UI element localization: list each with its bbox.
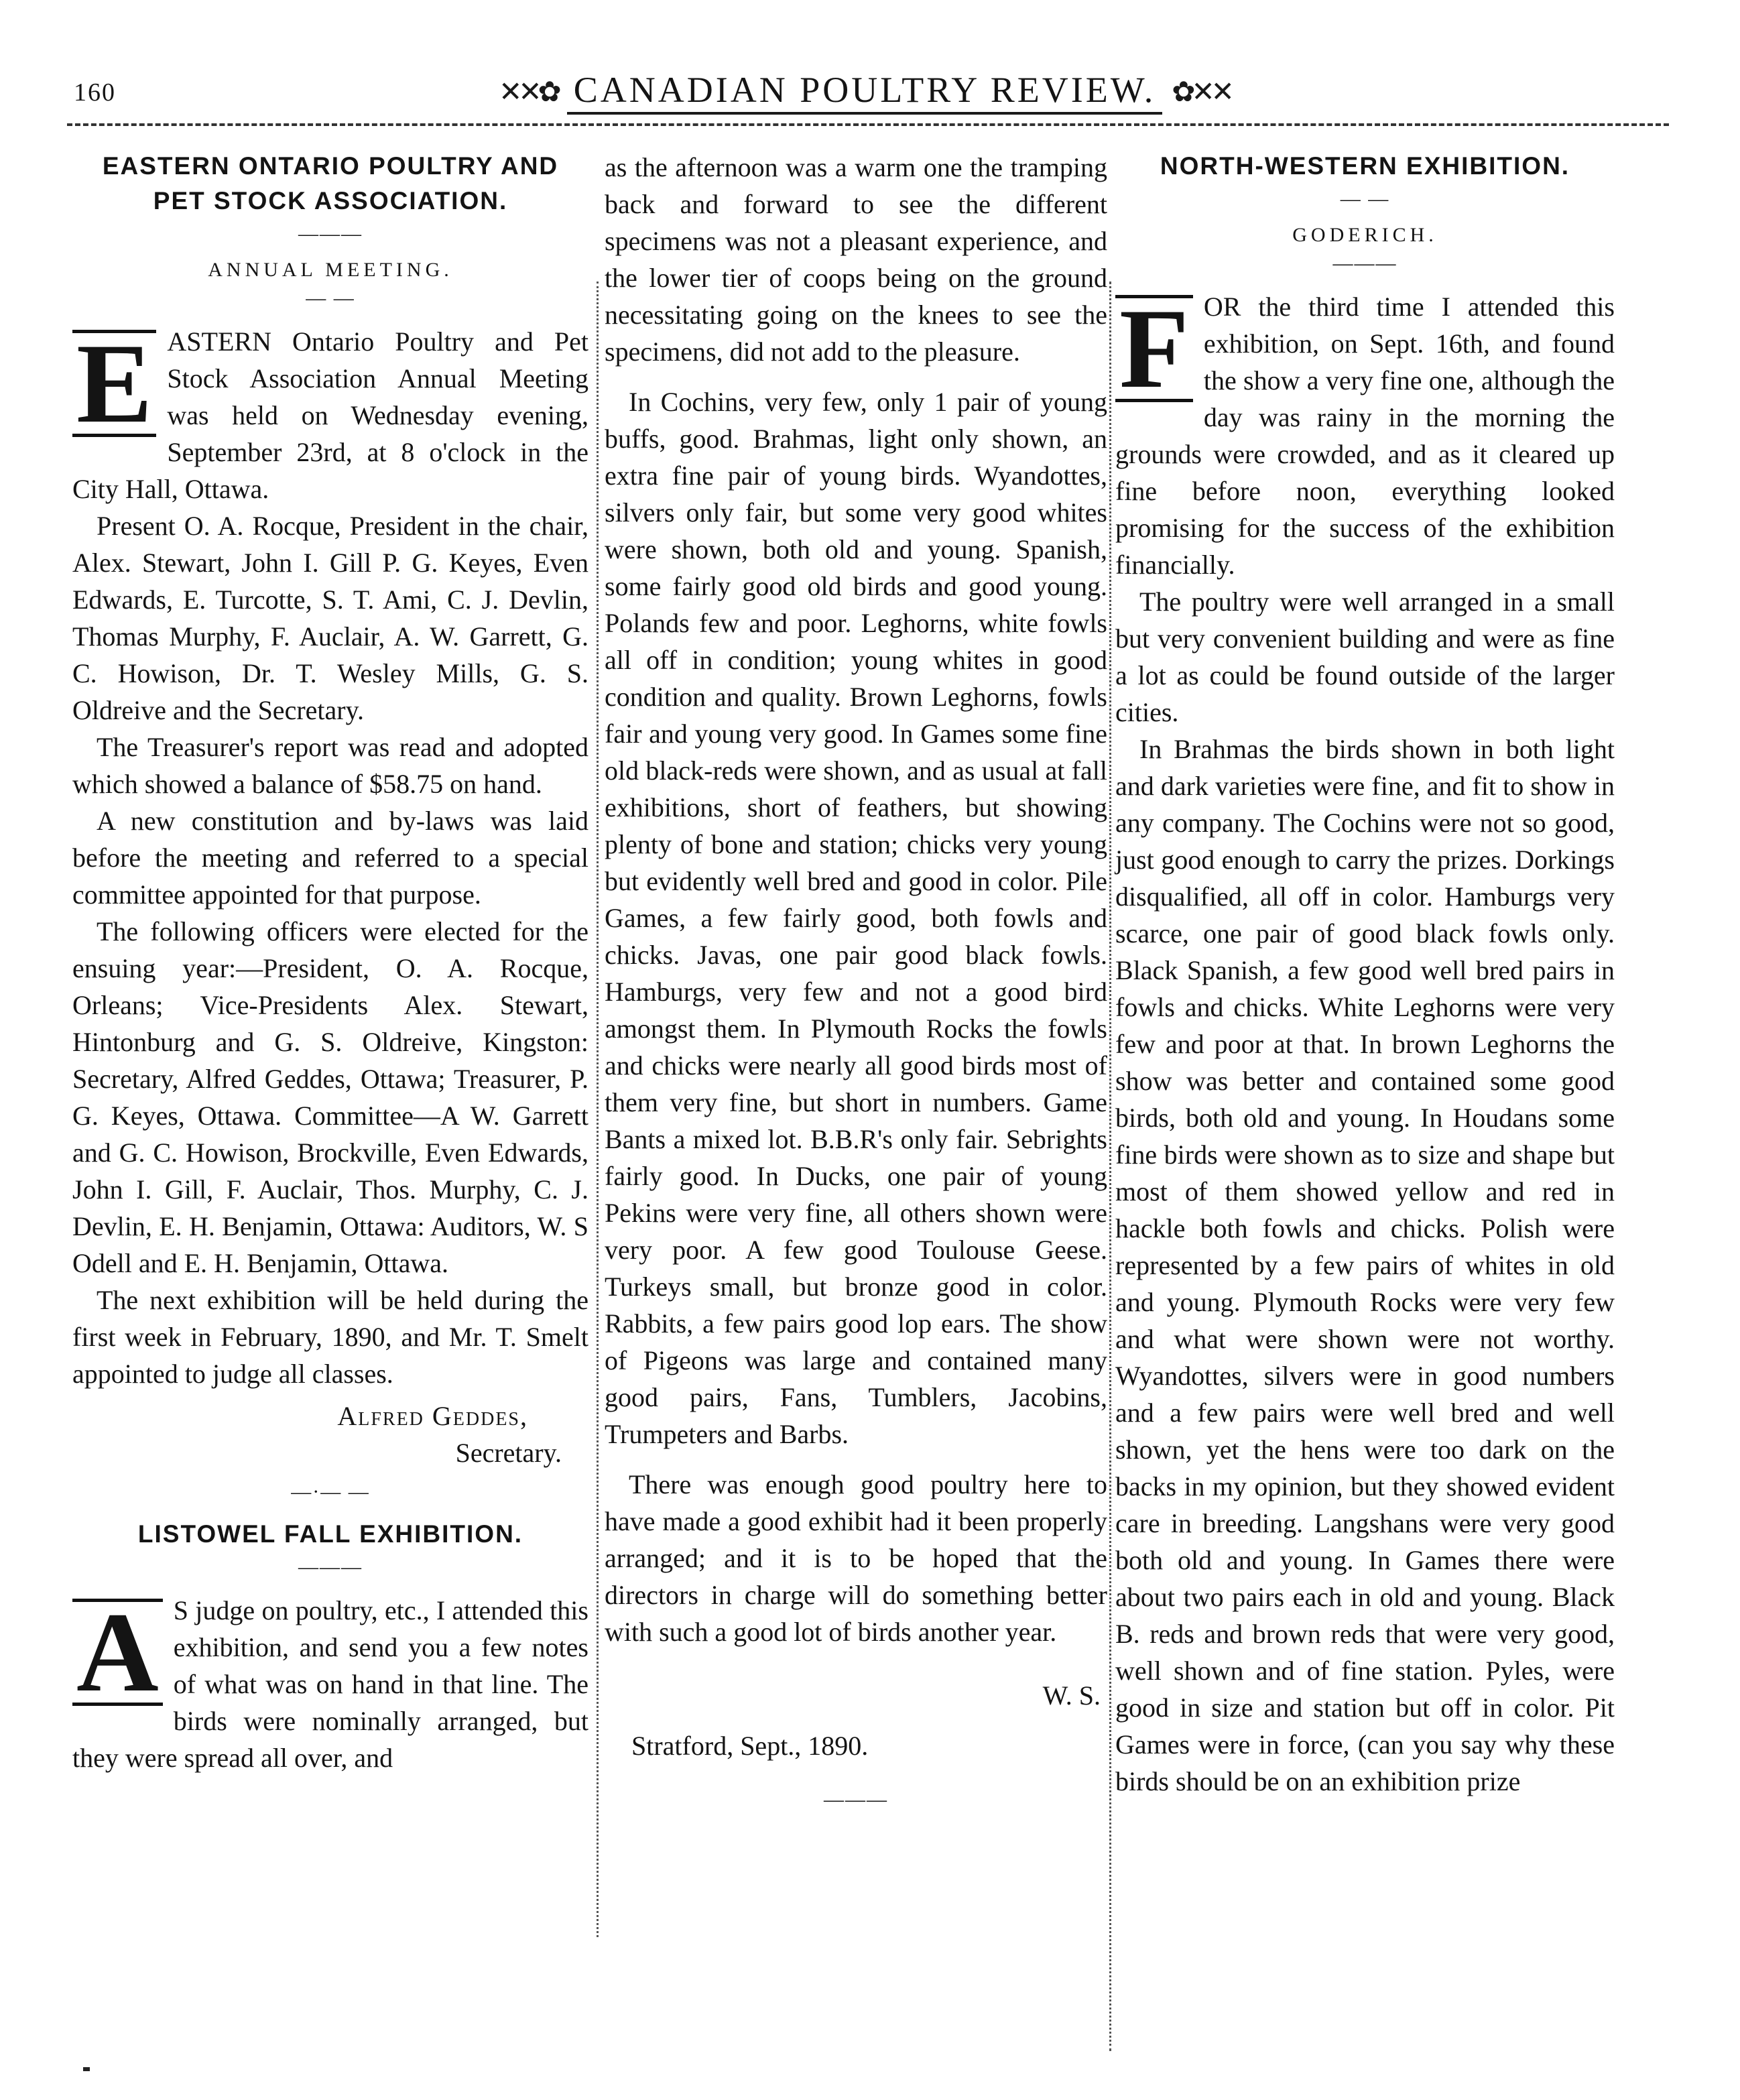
dateline: Stratford, Sept., 1890. [631, 1731, 869, 1761]
column-divider [1109, 282, 1111, 2051]
column-divider [597, 282, 599, 1937]
paragraph-text: ASTERN Ontario Poultry and Pet Stock Association Annual Meeting was held on Wednesday evening, September 23rd, at 8 o'clock in the City Hall, Ottawa. [72, 326, 588, 504]
column-3 [1115, 149, 1615, 1800]
article-title-eastern-ontario: EASTERN ONTARIO POULTRY AND PET STOCK ASSOCIATION. [102, 152, 559, 214]
print-mark [83, 2067, 90, 2071]
spacer [605, 1453, 1107, 1466]
paragraph: The following officers were elected for the ensuing year:—President, O. A. Rocque, Orleans; Vice-Presidents Alex. Stewart, Hintonburg and G. S. Oldreive, Kingston: Secretary, Alfred Geddes, Ottawa; Treasurer, P. G. Keyes, Ottawa. Committee—A W. Garrett and G. C. Howison, Brockville, Even Edwards, John I. Gill, F. Auclair, Thos. Murphy, C. J. Devlin, E. H. Benjamin, Ottawa: Auditors, W. S Odell and E. H. Benjamin, Ottawa. [72, 916, 588, 1278]
paragraph: A new constitution and by-laws was laid before the meeting and referred to a special committee appointed for that purpose. [72, 806, 588, 910]
paragraph: There was enough good poultry here to have made a good exhibit had it been properly arranged; and it is to be hoped that the directors in charge will do something better with such a good lot of birds another year. [605, 1469, 1107, 1647]
drop-cap-letter: A [72, 1599, 163, 1706]
column-1 [72, 149, 588, 1776]
article-title-listowel: LISTOWEL FALL EXHIBITION. [137, 1520, 523, 1548]
subheading-annual-meeting: ANNUAL MEETING. [208, 259, 453, 281]
paragraph [72, 320, 588, 507]
paragraph-text: OR the third time I attended this exhibition, on Sept. 16th, and found the show a very fine one, although the day was rainy in the morning the grounds were crowded, and as it cleared up fine before noon, everything looked promising for the success of the exhibition financially. [1115, 292, 1615, 580]
left-ornament-icon: ✕✕✿ [499, 77, 558, 108]
paragraph-text: S judge on poultry, etc., I attended this exhibition, and send you a few notes of what was on hand in that line. The birds were nominally arranged, but they were spread all over, and [72, 1595, 588, 1773]
signature [72, 1398, 588, 1471]
paragraph: The poultry were well arranged in a small but very convenient building and were as fine a lot as could be found outside of the larger cities. [1115, 586, 1615, 727]
header-rule [67, 123, 1669, 126]
separator: ——— [298, 223, 363, 245]
subheading-goderich: GODERICH. [1292, 224, 1438, 246]
masthead [499, 62, 1231, 122]
separator: — — [306, 287, 355, 309]
drop-cap-letter: E [72, 330, 156, 437]
paragraph: as the afternoon was a warm one the tramping back and forward to see the different specimens was not a pleasant experience, and the lower tier of coops being on the ground necessitating going on the knees to see the specimens, did not add to the pleasure. [605, 152, 1107, 367]
masthead-title: CANADIAN POULTRY REVIEW. [567, 69, 1163, 115]
separator: ——— [1332, 252, 1397, 274]
separator: — — [1340, 188, 1390, 210]
page-number: 160 [74, 78, 116, 107]
paragraph [1115, 288, 1615, 583]
signature-title: Secretary. [455, 1438, 562, 1468]
separator: —·— — [291, 1481, 370, 1503]
spacer [605, 370, 1107, 383]
paragraph [72, 1589, 588, 1776]
article-title-north-western: NORTH-WESTERN EXHIBITION. [1160, 152, 1570, 180]
right-ornament-icon: ✿✕✕ [1172, 77, 1231, 108]
paragraph: In Cochins, very few, only 1 pair of young buffs, good. Brahmas, light only shown, an extra fine pair of young birds. Wyandottes, silvers only fair, but some very good whites were shown, both old and young. Spanish, some fairly good old birds and good young. Polands few and poor. Leghorns, white fowls all off in condition; young whites in good condition and quality. Brown Leghorns, fowls fair and young very good. In Games some fine old black-reds were shown, and as usual at fall exhibitions, short of feathers, but showing plenty of bone and station; chicks very young but evidently well bred and good in color. Pile Games, a few fairly good, both fowls and chicks. Javas, one pair good black fowls. Hamburgs, very few and not a good bird amongst them. In Plymouth Rocks the fowls and chicks were nearly all good birds most of them very fine, but short in numbers. Game Bants a mixed lot. B.B.R's only fair. Sebrights fairly good. In Ducks, one pair of young Pekins were very fine, all others shown were very poor. A few good Toulouse Geese. Turkeys small, but bronze good in color. Rabbits, a few pairs good lop ears. The show of Pigeons was large and contained many good pairs, Fans, Tumblers, Jacobins, Trumpeters and Barbs. [605, 387, 1107, 1449]
author-initials: W. S. [1042, 1680, 1101, 1711]
end-rule: ——— [824, 1788, 888, 1810]
drop-cap-letter: F [1115, 295, 1193, 402]
signature-name: Alfred Geddes, [337, 1401, 528, 1431]
column-2 [605, 149, 1107, 1811]
paragraph: In Brahmas the birds shown in both light and dark varieties were fine, and fit to show in any company. The Cochins were not so good, just good enough to carry the prizes. Dorkings disqualified, all off in color. Hamburgs very scarce, one pair of good black fowls only. Black Spanish, a few good well bred pairs in fowls and chicks. White Leghorns were very few and poor at that. In brown Leghorns the show was better and contained some good birds, both old and young. In Houdans some fine birds were shown as to size and shape but most of them showed yellow and red in hackle both fowls and chicks. Polish were represented by a few pairs of whites in old and young. Plymouth Rocks were very few and what were shown were not worthy. Wyandottes, silvers were in good numbers and a few pairs were well bred and well shown, yet the hens were too dark on the backs in my opinion, but they showed evident care in breeding. Langshans were very good both old and young. In Games there were about two pairs each in old and young. Black B. reds and brown reds that were very good, well shown and of fine station. Pyles, were good in size and station but off in color. Pit Games were in force, (can you say why these birds should be on an exhibition prize [1115, 734, 1615, 1796]
paragraph: The Treasurer's report was read and adopted which showed a balance of $58.75 on hand. [72, 732, 588, 799]
paragraph: The next exhibition will be held during the first week in February, 1890, and Mr. T. Smelt appointed to judge all classes. [72, 1285, 588, 1389]
separator: ——— [298, 1556, 363, 1578]
paragraph: Present O. A. Rocque, President in the chair, Alex. Stewart, John I. Gill P. G. Keyes, Even Edwards, E. Turcotte, S. T. Ami, C. J. Devlin, Thomas Murphy, F. Auclair, A. W. Garrett, G. C. Howison, Dr. T. Wesley Mills, G. S. Oldreive and the Secretary. [72, 511, 588, 725]
